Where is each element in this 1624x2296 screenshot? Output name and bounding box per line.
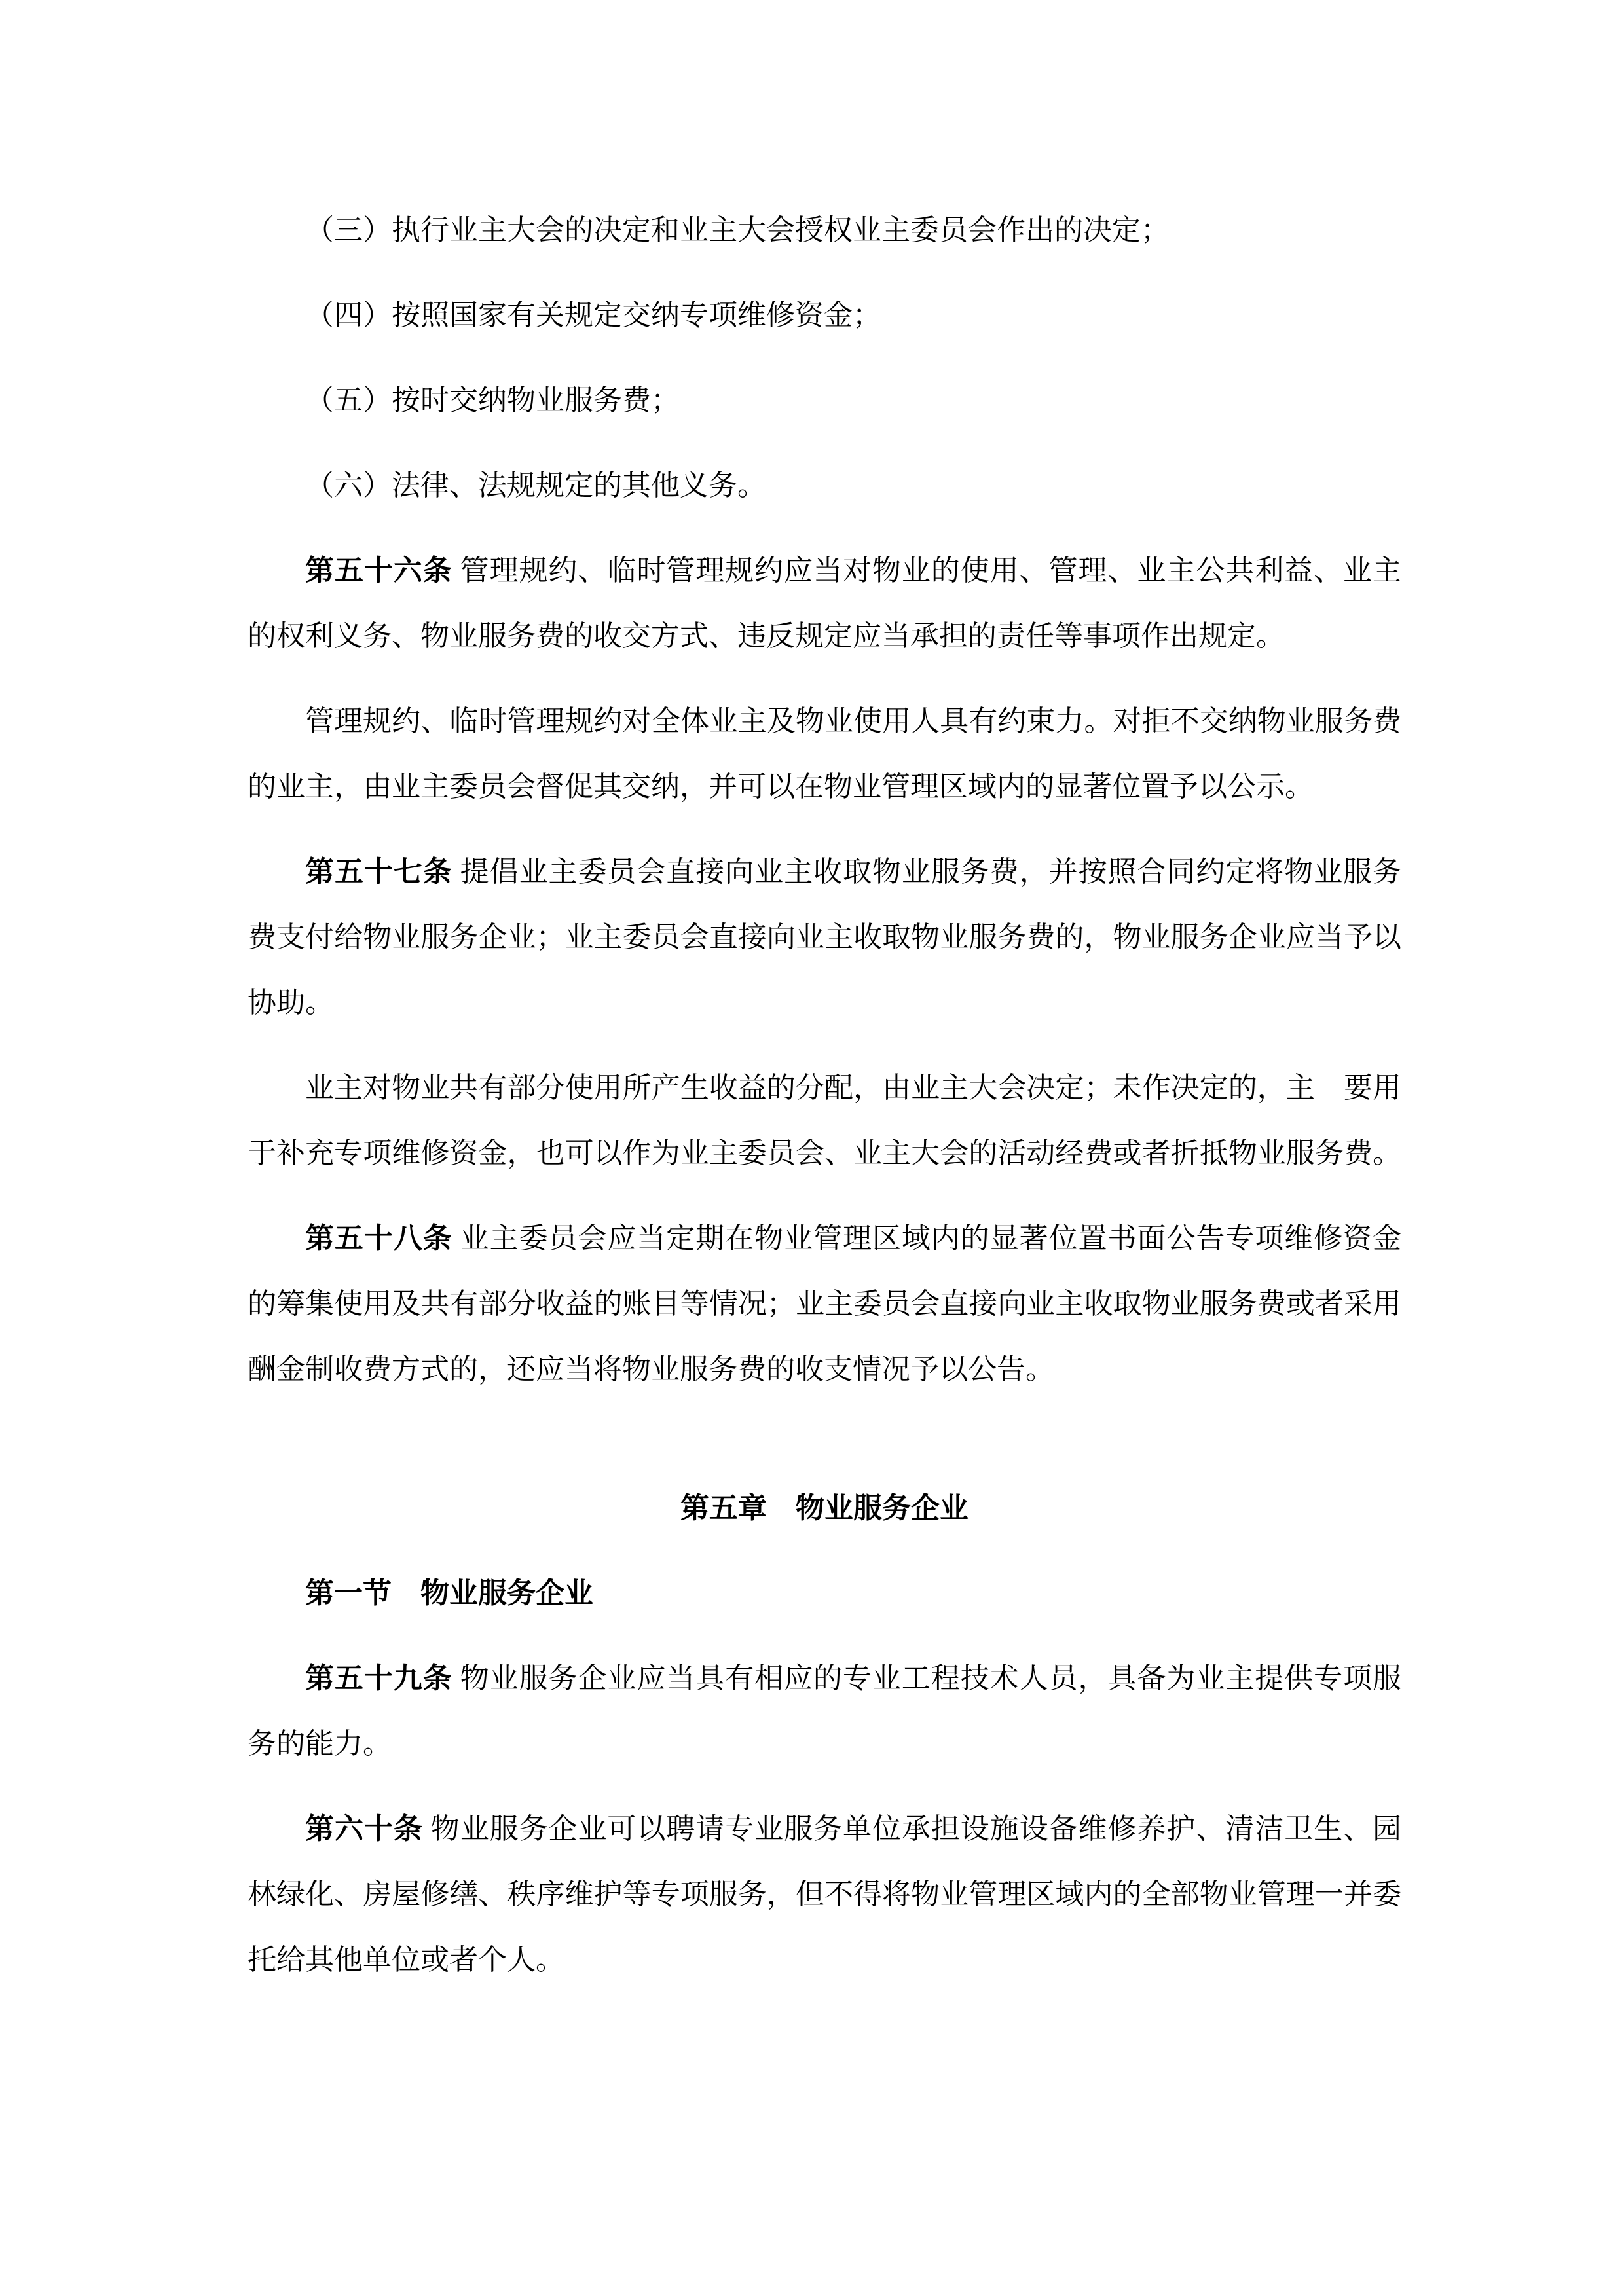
list-item-6 bbox=[248, 453, 1401, 519]
paragraph-line: 于补充专项维修资金，也可以作为业主委员会、业主大会的活动经费或者折抵物业服务费。 bbox=[248, 1137, 1401, 1169]
article-58 bbox=[248, 1206, 1401, 1402]
list-item-3 bbox=[248, 198, 1401, 263]
paragraph-line: 的筹集使用及共有部分收益的账目等情况；业主委员会直接向业主收取物业服务费或者采用 bbox=[248, 1288, 1401, 1320]
paragraph-line bbox=[248, 538, 1401, 604]
article-text: 提倡业主委员会直接向业主收取物业服务费，并按照合同约定将物业服务 bbox=[452, 856, 1402, 888]
section-heading bbox=[248, 1561, 1401, 1626]
paragraph-line: 的业主，由业主委员会督促其交纳，并可以在物业管理区域内的显著位置予以公示。 bbox=[248, 771, 1314, 803]
article-text: 业主委员会应当定期在物业管理区域内的显著位置书面公告专项维修资金 bbox=[452, 1222, 1402, 1254]
article-text: 管理规约、临时管理规约应当对物业的使用、管理、业主公共利益、业主 bbox=[452, 555, 1402, 587]
paragraph-line: 酬金制收费方式的，还应当将物业服务费的收支情况予以公告。 bbox=[248, 1353, 1054, 1385]
paragraph-line bbox=[248, 1206, 1401, 1271]
paragraph-line: 管理规约、临时管理规约对全体业主及物业使用人具有约束力。对拒不交纳物业服务费 bbox=[305, 705, 1401, 737]
section-heading-text: 第一节 物业服务企业 bbox=[305, 1577, 593, 1609]
article-number: 第五十八条 bbox=[305, 1222, 452, 1254]
list-item-text: （五）按时交纳物业服务费； bbox=[305, 384, 680, 416]
article-text: 物业服务企业应当具有相应的专业工程技术人员，具备为业主提供专项服 bbox=[452, 1662, 1402, 1694]
article-60 bbox=[248, 1796, 1401, 1993]
paragraph-line: 林绿化、房屋修缮、秩序维护等专项服务，但不得将物业管理区域内的全部物业管理一并委 bbox=[248, 1878, 1401, 1910]
paragraph-line: 协助。 bbox=[248, 987, 334, 1019]
article-number: 第五十六条 bbox=[305, 555, 452, 587]
list-item-4 bbox=[248, 283, 1401, 348]
paragraph-line: 托给其他单位或者个人。 bbox=[248, 1944, 564, 1976]
list-item-text: （三）执行业主大会的决定和业主大会授权业主委员会作出的决定； bbox=[305, 214, 1170, 246]
list-item-5 bbox=[248, 368, 1401, 433]
article-text: 物业服务企业可以聘请专业服务单位承担设施设备维修养护、清洁卫生、园 bbox=[422, 1813, 1402, 1845]
article-56-paragraph-2 bbox=[248, 689, 1401, 820]
article-59 bbox=[248, 1646, 1401, 1777]
paragraph-line bbox=[248, 1796, 1401, 1862]
chapter-heading-text: 第五章 物业服务企业 bbox=[680, 1492, 969, 1524]
article-57-paragraph-2 bbox=[248, 1055, 1401, 1186]
paragraph-line: 费支付给物业服务企业；业主委员会直接向业主收取物业服务费的，物业服务企业应当予以 bbox=[248, 921, 1401, 953]
paragraph-line: 的权利义务、物业服务费的收交方式、违反规定应当承担的责任等事项作出规定。 bbox=[248, 620, 1285, 652]
paragraph-line bbox=[248, 1646, 1401, 1711]
article-56 bbox=[248, 538, 1401, 669]
chapter-heading bbox=[248, 1476, 1401, 1541]
paragraph-line: 务的能力。 bbox=[248, 1728, 392, 1760]
article-number: 第六十条 bbox=[305, 1813, 423, 1845]
article-57 bbox=[248, 839, 1401, 1036]
list-item-text: （六）法律、法规规定的其他义务。 bbox=[305, 469, 766, 501]
paragraph-line: 业主对物业共有部分使用所产生收益的分配，由业主大会决定；未作决定的，主 要用 bbox=[305, 1072, 1401, 1104]
article-number: 第五十九条 bbox=[305, 1662, 452, 1694]
article-number: 第五十七条 bbox=[305, 856, 452, 888]
paragraph-line bbox=[248, 839, 1401, 905]
list-item-text: （四）按照国家有关规定交纳专项维修资金； bbox=[305, 299, 881, 331]
